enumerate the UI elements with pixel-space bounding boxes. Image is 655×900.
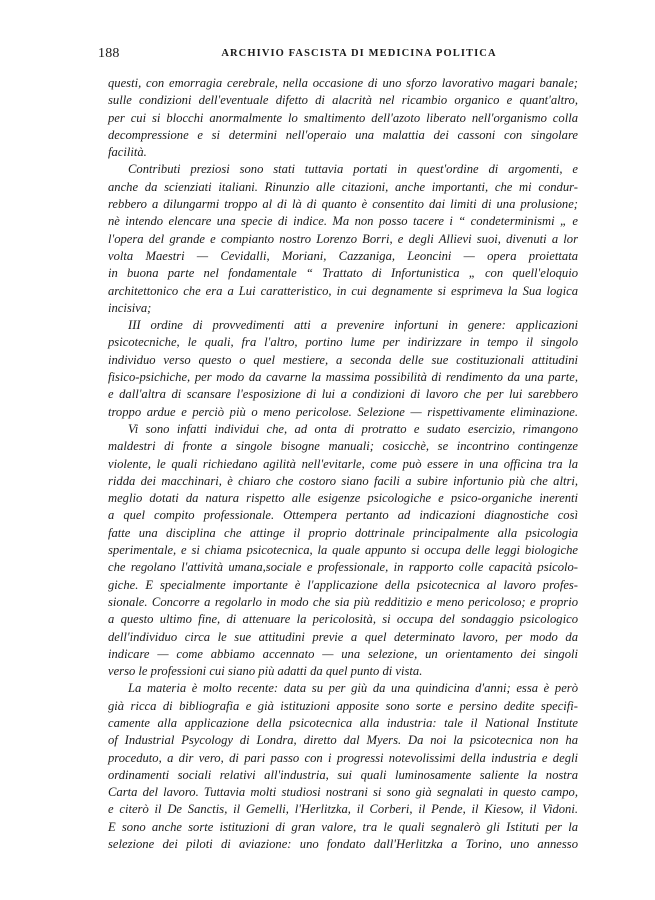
text-line: nè intendo elencare una specie di indice. Ma non posso tacere i “ condeterminismi „ e	[108, 214, 578, 229]
text-line: of Industrial Psycology di Londra, diretto dal Myers. Da noi la psicotecnica non ha	[108, 733, 578, 748]
text-line: già ricca di bibliografia e già istituzioni apposite sono sorte e persino dedite specifi-	[108, 698, 578, 713]
text-line: incisiva;	[108, 300, 152, 315]
text-line: giche. E specialmente importante è l'applicazione della psicotecnica al lavoro profes-	[108, 577, 578, 592]
text-line: sperimentale, e si chiama psicotecnica, la quale appunto si occupa delle leggi biologiche	[108, 543, 578, 558]
text-line: violente, le quali richiedano agilità nell'evitarle, come può essere in una officina tra la	[108, 456, 578, 471]
text-line: camente alla applicazione della psicotecnica alla industria: tale il National Institute	[108, 715, 578, 730]
text-line: III ordine di provvedimenti atti a prevenire infortuni in genere: applicazioni	[128, 318, 578, 333]
page-number: 188	[98, 46, 120, 61]
text-line: meglio dotati da natura rispetto alle esigenze psicologiche e psico-organiche inerenti	[108, 491, 578, 506]
text-line: individuo verso questo o quel mestiere, a seconda delle sue costituzionali attitudini	[108, 352, 578, 367]
text-line: E sono anche sorte istituzioni di gran valore, tra le quali segnalerò gli Istituti per la	[108, 819, 578, 834]
text-line: ordinamenti sociali relativi all'industria, sui quali luminosamente saliente la nostra	[108, 767, 578, 782]
text-line: facilità.	[108, 145, 147, 160]
running-head: ARCHIVIO FASCISTA DI MEDICINA POLITICA	[221, 48, 497, 59]
text-line: Contributi preziosi sono stati tuttavia portati in quest'ordine di argomenti, e	[128, 162, 578, 177]
text-line: architettonico che era a Lui caratteristico, in cui degnamente si esprimeva la Sua logica	[108, 283, 578, 298]
text-line: fisico-psichiche, per modo da cavarne la massima possibilità di rendimento da una parte,	[108, 370, 578, 385]
text-line: per cui si blocchi anormalmente lo smaltimento dell'azoto liberato nell'organismo colla	[108, 110, 578, 125]
text-line: proceduto, a dir vero, di pari passo con i progressi notevolissimi della industria e degli	[108, 750, 578, 765]
text-line: fatte una disciplina che attinge il proprio dottrinale principalmente alla psicologia	[108, 525, 578, 540]
text-line: questi, con emorragia cerebrale, nella occasione di uno sforzo lavorativo magari banale;	[108, 76, 578, 90]
text-line: volta Maestri — Cevidalli, Moriani, Cazzaniga, Leoncini — opera proiettata	[108, 248, 578, 263]
text-line: sulle condizioni dell'eventuale difetto di alacrità nel ricambio organico e quant'altro,	[108, 93, 578, 108]
text-line: Vi sono infatti individui che, ad onta di protratto e sudato esercizio, rimangono	[128, 421, 578, 436]
text-line: verso le professioni cui siano più adatti da quel punto di vista.	[108, 664, 423, 679]
body-text	[108, 75, 578, 853]
text-line: selezione dei piloti di aviazione: uno fondato dall'Herlitzka a Torino, uno annesso	[108, 837, 578, 852]
text-line: sionale. Concorre a regolarlo in modo che sia più redditizio e meno pericoloso; e proprio	[108, 594, 578, 609]
text-line: ridda dei macchinari, è chiaro che costoro siano facili a subire infortunio più che altri,	[108, 473, 578, 488]
text-line: l'opera del grande e compianto nostro Lorenzo Borri, e degli Allievi suoi, divenuti a lor	[108, 231, 578, 246]
text-line: e citerò il De Sanctis, il Gemelli, l'Herlitzka, il Corberi, il Pende, il Kiesow, il Vidoni.	[108, 802, 578, 817]
text-line: a quel compito professionale. Ottempera pertanto ad indicazioni diagnostiche così	[108, 508, 578, 523]
text-line: decompressione e si determini nell'operaio una malattia dei cassoni con singolare	[108, 127, 578, 142]
text-line: maldestri di fronte a singole bisogne manuali; cosicchè, se incontrino contingenze	[108, 439, 578, 454]
text-line: in buona parte nel fondamentale “ Trattato di Infortunistica „ con quell'eloquio	[108, 266, 578, 281]
text-line: troppo ardue e perciò più o meno pericolose. Selezione — rispettivamente eliminazione.	[108, 404, 578, 419]
text-line: Carta del lavoro. Tuttavia molti studiosi nostrani si sono già segnalati in questo campo,	[108, 785, 578, 800]
page-header	[98, 46, 578, 64]
text-line: che regolano l'attività umana,sociale e professionale, in rapporto colle capacità psicolo-	[108, 560, 578, 575]
text-line: indicare — come abbiamo accennato — una selezione, un orientamento dei singoli	[108, 646, 578, 661]
text-line: e dall'altra di scansare l'esposizione di lui a condizioni di lavoro che per lui sarebbero	[108, 387, 578, 402]
text-line: psicotecniche, le quali, fra l'altro, portino lume per indirizzare in tempo il singolo	[108, 335, 578, 350]
text-line: rebbero a dilungarmi troppo al di là di quanto è consentito dai limiti di una prolusione;	[108, 197, 578, 212]
text-line: a questo ultimo fine, di attenuare la pericolosità, si occupa del sondaggio psicologico	[108, 612, 578, 627]
text-line: La materia è molto recente: data su per giù da una quindicina d'anni; essa è però	[128, 681, 578, 696]
text-line: dell'individuo circa le sue attitudini previe a quel determinato lavoro, per modo da	[108, 629, 578, 644]
text-line: anche da scienziati italiani. Rinunzio alle citazioni, anche importanti, che mi condur-	[108, 179, 578, 194]
